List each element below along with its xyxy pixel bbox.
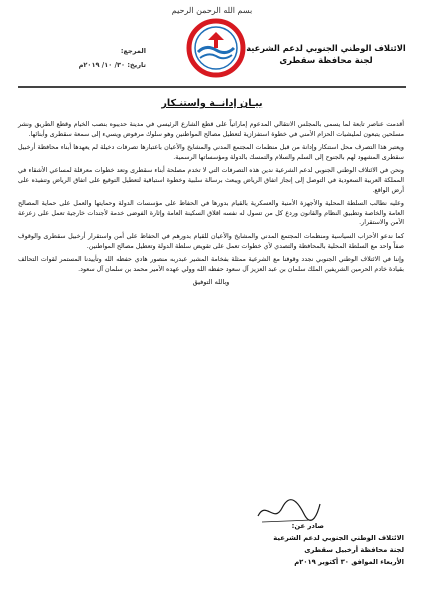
date-label: تاريخ: ٣٠/ ١٠/ ٢٠١٩م (78, 61, 146, 69)
paragraph: ويعتبر هذا التصرف محل استنكار وإدانة من قبل منظمات المجتمع المدني والمشايخ والأعيان باعتبارها تصرفات دخيلة لم يعهدها أبناء محافظة أرخبيل سقطرى المشهود لهم بالجنوح إلى السلم والسلام والتمسك بالدولة ومؤسساتها الرسمية. (18, 144, 404, 161)
signatory-line2: لجنة محافظة أرخبيل سقطرى (304, 546, 404, 554)
document-title: بيـان إدانــة واستنـكار (161, 98, 263, 109)
organization-name (246, 42, 406, 68)
paragraph: وإننا في الائتلاف الوطني الجنوبي نجدد وقوفنا مع الشرعية ممثلة بفخامة المشير عبدربه منصور هادي حفظه الله وتأييدنا المستمر لقوات التحالف بقيادة خادم الحرمين الشريفين الملك سلمان بن عبد العزيز آل سعود حفظه الله وولي عهده الأمير محمد بن سلمان آل سعود. (18, 256, 404, 273)
signature-block (254, 520, 404, 568)
signatory-date: الأربعاء الموافق ٣٠ أكتوبر ٢٠١٩م (294, 558, 404, 566)
reference-label: المرجع: (120, 47, 146, 55)
issued-label: صادر عن: (291, 522, 324, 530)
header-divider (18, 86, 406, 88)
paragraph: ونحن في الائتلاف الوطني الجنوبي لدعم الشرعية ندين هذه التصرفات التي لا تخدم مصلحة أبناء سقطرى وتعد خطوات معرقلة لمساعي الأشقاء في المملكة العربية السعودية في التوصل إلى إنجاز اتفاق الرياض ويبعث برسالة سلبية وخطوة استباقية لتعطيل التوقيع على اتفاق الرياض وتنفيذه على أرض الواقع. (18, 167, 404, 194)
organization-line1: الائتلاف الوطني الجنوبي لدعم الشرعية (246, 43, 406, 53)
reference-and-date (26, 44, 146, 72)
signatory-line1: الائتلاف الوطني الجنوبي لدعم الشرعية (273, 534, 404, 542)
organization-line2: لجنة محافظة سقطرى (279, 56, 373, 66)
bismillah: بسم الله الرحمن الرحيم (171, 6, 253, 15)
paragraph: كما ندعو الأحزاب السياسية ومنظمات المجتمع المدني والمشايخ والأعيان للقيام بدورهم في الحفاظ على أمن واستقرار أرخبيل سقطرى والوقوف صفاً واحد مع السلطة المحلية بالمحافظة والتصدي لأي خطوات تعمل على تقويض سلطة الدولة وتعطيل مصالح المواطنين. (18, 232, 404, 250)
closing-phrase: وبالله التوفيق (192, 278, 230, 287)
paragraph: وعليه نطالب السلطة المحلية والأجهزة الأمنية والعسكرية بالقيام بدورها في الحفاظ على مؤسسات الدولة وحمايتها والعمل على حماية المصالح العامة والخاصة وتطبيق النظام والقانون وردع كل من تسول له نفسه اقلاق السكينة العامة وإثارة الفوضى خدمة لأجندات خارجية تعمل على زعزعة الأمن والاستقرار. (18, 200, 404, 227)
organization-logo (186, 18, 246, 78)
letterhead (8, 6, 416, 84)
document-body (18, 120, 404, 288)
paragraph: أقدمت عناصر تابعة لما يسمى بالمجلس الانتقالي المدعوم إماراتياً على قطع الشارع الرئيسي في مدينة حديبوه بنصب الخيام وقطع الطريق ونشر مسلحين يتبعون لمليشيات الحزام الأمني في خطوة استفزازية لتعطيل مصالح المواطنين وهو سلوك مرفوض ويسيء إلى سمعة سقطرى وأبنائها. (18, 121, 404, 138)
